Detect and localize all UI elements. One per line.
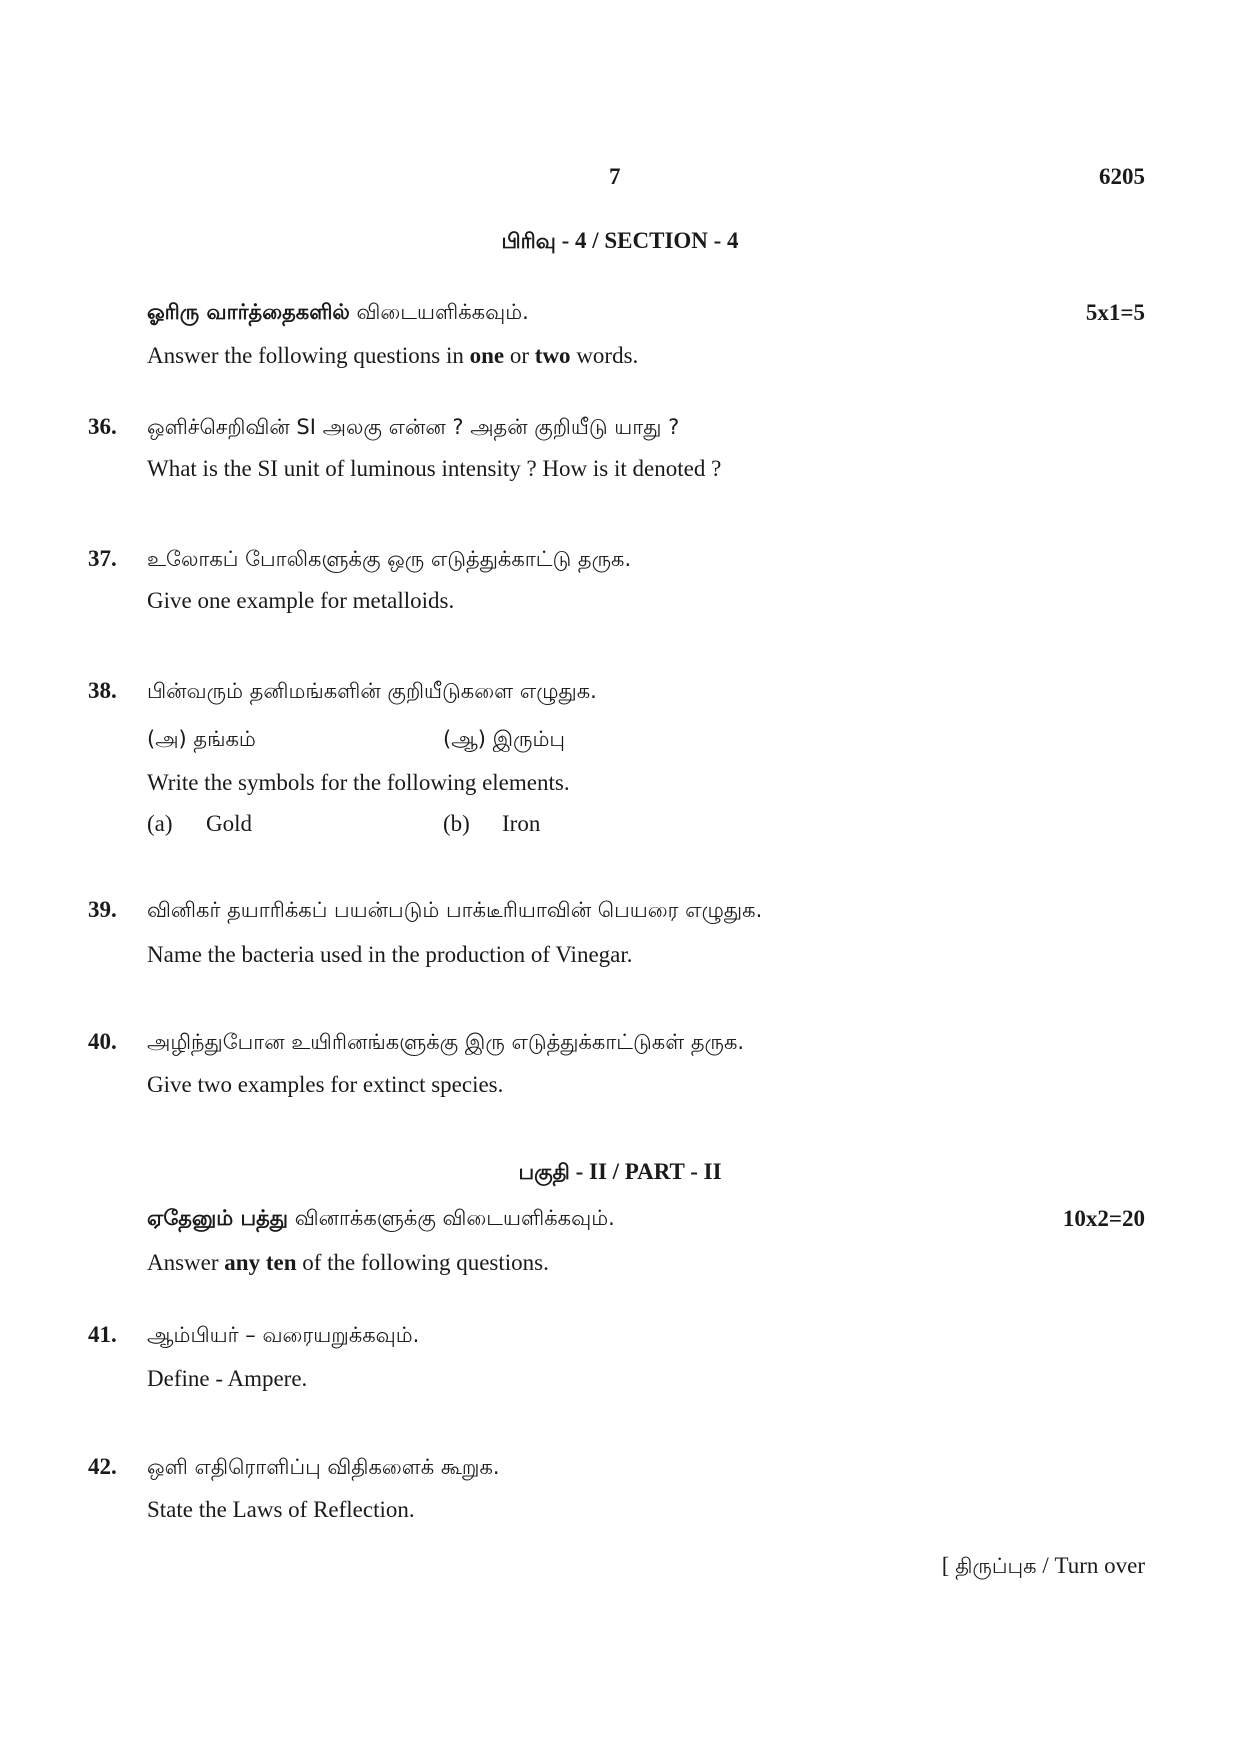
section-4-heading-en: - 4 / SECTION - 4 — [555, 228, 739, 253]
question-39-ta: வினிகர் தயாரிக்கப் பயன்படும் பாக்டீரியாவின் பெயரை எழுதுக. — [147, 898, 763, 922]
question-36-en: What is the SI unit of luminous intensity ? How is it denoted ? — [147, 456, 722, 481]
section-4-instruction-en — [147, 343, 638, 369]
instruction-ta-bold: ஓரிரு வார்த்தைகளில் — [147, 300, 350, 324]
question-38-option-ta-a: (அ) தங்கம் — [147, 727, 256, 751]
part-2-instruction-en-part-1: Answer — [147, 1250, 225, 1275]
question-39-en: Name the bacteria used in the production of Vinegar. — [147, 942, 633, 967]
question-38-option-en-b-text: Iron — [502, 811, 541, 836]
section-4-heading — [0, 228, 1240, 256]
footer-en: / Turn over — [1036, 1553, 1145, 1578]
question-38-option-en-b-label: (b) — [443, 811, 470, 836]
paper-code: 6205 — [1099, 164, 1145, 189]
part-2-heading-en: - II / PART - II — [569, 1159, 722, 1184]
instruction-en-part-2: or — [504, 343, 535, 368]
question-41-number: 41. — [88, 1322, 117, 1347]
instruction-en-two: two — [534, 343, 571, 368]
question-37-ta: உலோகப் போலிகளுக்கு ஒரு எடுத்துக்காட்டு தருக. — [147, 547, 632, 571]
question-37-number: 37. — [88, 546, 117, 571]
section-4-heading-ta: பிரிவு — [501, 229, 556, 253]
part-2-instruction-ta — [147, 1206, 615, 1233]
question-40-ta: அழிந்துபோன உயிரினங்களுக்கு இரு எடுத்துக்காட்டுகள் தருக. — [147, 1030, 745, 1054]
part-2-instruction-ta-bold: ஏதேனும் பத்து — [147, 1206, 289, 1230]
question-38-option-ta-b: (ஆ) இரும்பு — [443, 727, 566, 751]
question-38-ta: பின்வரும் தனிமங்களின் குறியீடுகளை எழுதுக. — [147, 679, 597, 703]
part-2-marks: 10x2=20 — [1062, 1206, 1145, 1231]
question-36-number: 36. — [88, 414, 117, 439]
section-4-marks: 5x1=5 — [1085, 300, 1145, 325]
footer-ta: திருப்புக — [955, 1554, 1037, 1578]
question-36-ta: ஒளிச்செறிவின் SI அலகு என்ன ? அதன் குறியீடு யாது ? — [147, 415, 680, 439]
part-2-instruction-en — [147, 1250, 549, 1276]
question-42-en: State the Laws of Reflection. — [147, 1497, 415, 1522]
question-42-number: 42. — [88, 1454, 117, 1479]
part-2-instruction-en-bold: any ten — [224, 1250, 297, 1275]
question-39-number: 39. — [88, 897, 117, 922]
instruction-en-part-1: Answer the following questions in — [147, 343, 470, 368]
instruction-en-one: one — [469, 343, 505, 368]
turn-over-footer — [942, 1553, 1145, 1581]
question-40-number: 40. — [88, 1029, 117, 1054]
question-38-option-en-a-label: (a) — [147, 811, 173, 836]
question-42-ta: ஒளி எதிரொளிப்பு விதிகளைக் கூறுக. — [147, 1455, 500, 1479]
part-2-heading — [0, 1159, 1240, 1187]
question-37-en: Give one example for metalloids. — [147, 588, 455, 613]
question-38-number: 38. — [88, 678, 117, 703]
question-41-en: Define - Ampere. — [147, 1366, 308, 1391]
question-41-ta: ஆம்பியர் – வரையறுக்கவும். — [147, 1323, 420, 1347]
question-38-option-en-a-text: Gold — [206, 811, 252, 836]
part-2-instruction-en-part-2: of the following questions. — [296, 1250, 549, 1275]
instruction-ta-rest: விடையளிக்கவும். — [349, 300, 529, 324]
footer-bracket: [ — [941, 1553, 956, 1578]
part-2-heading-ta: பகுதி — [518, 1160, 570, 1184]
section-4-instruction-ta — [147, 300, 529, 327]
instruction-en-part-3: words. — [570, 343, 639, 368]
question-40-en: Give two examples for extinct species. — [147, 1072, 504, 1097]
question-38-en: Write the symbols for the following elements. — [147, 770, 570, 795]
page-number: 7 — [609, 164, 621, 189]
part-2-instruction-ta-rest: வினாக்களுக்கு விடையளிக்கவும். — [288, 1206, 615, 1230]
